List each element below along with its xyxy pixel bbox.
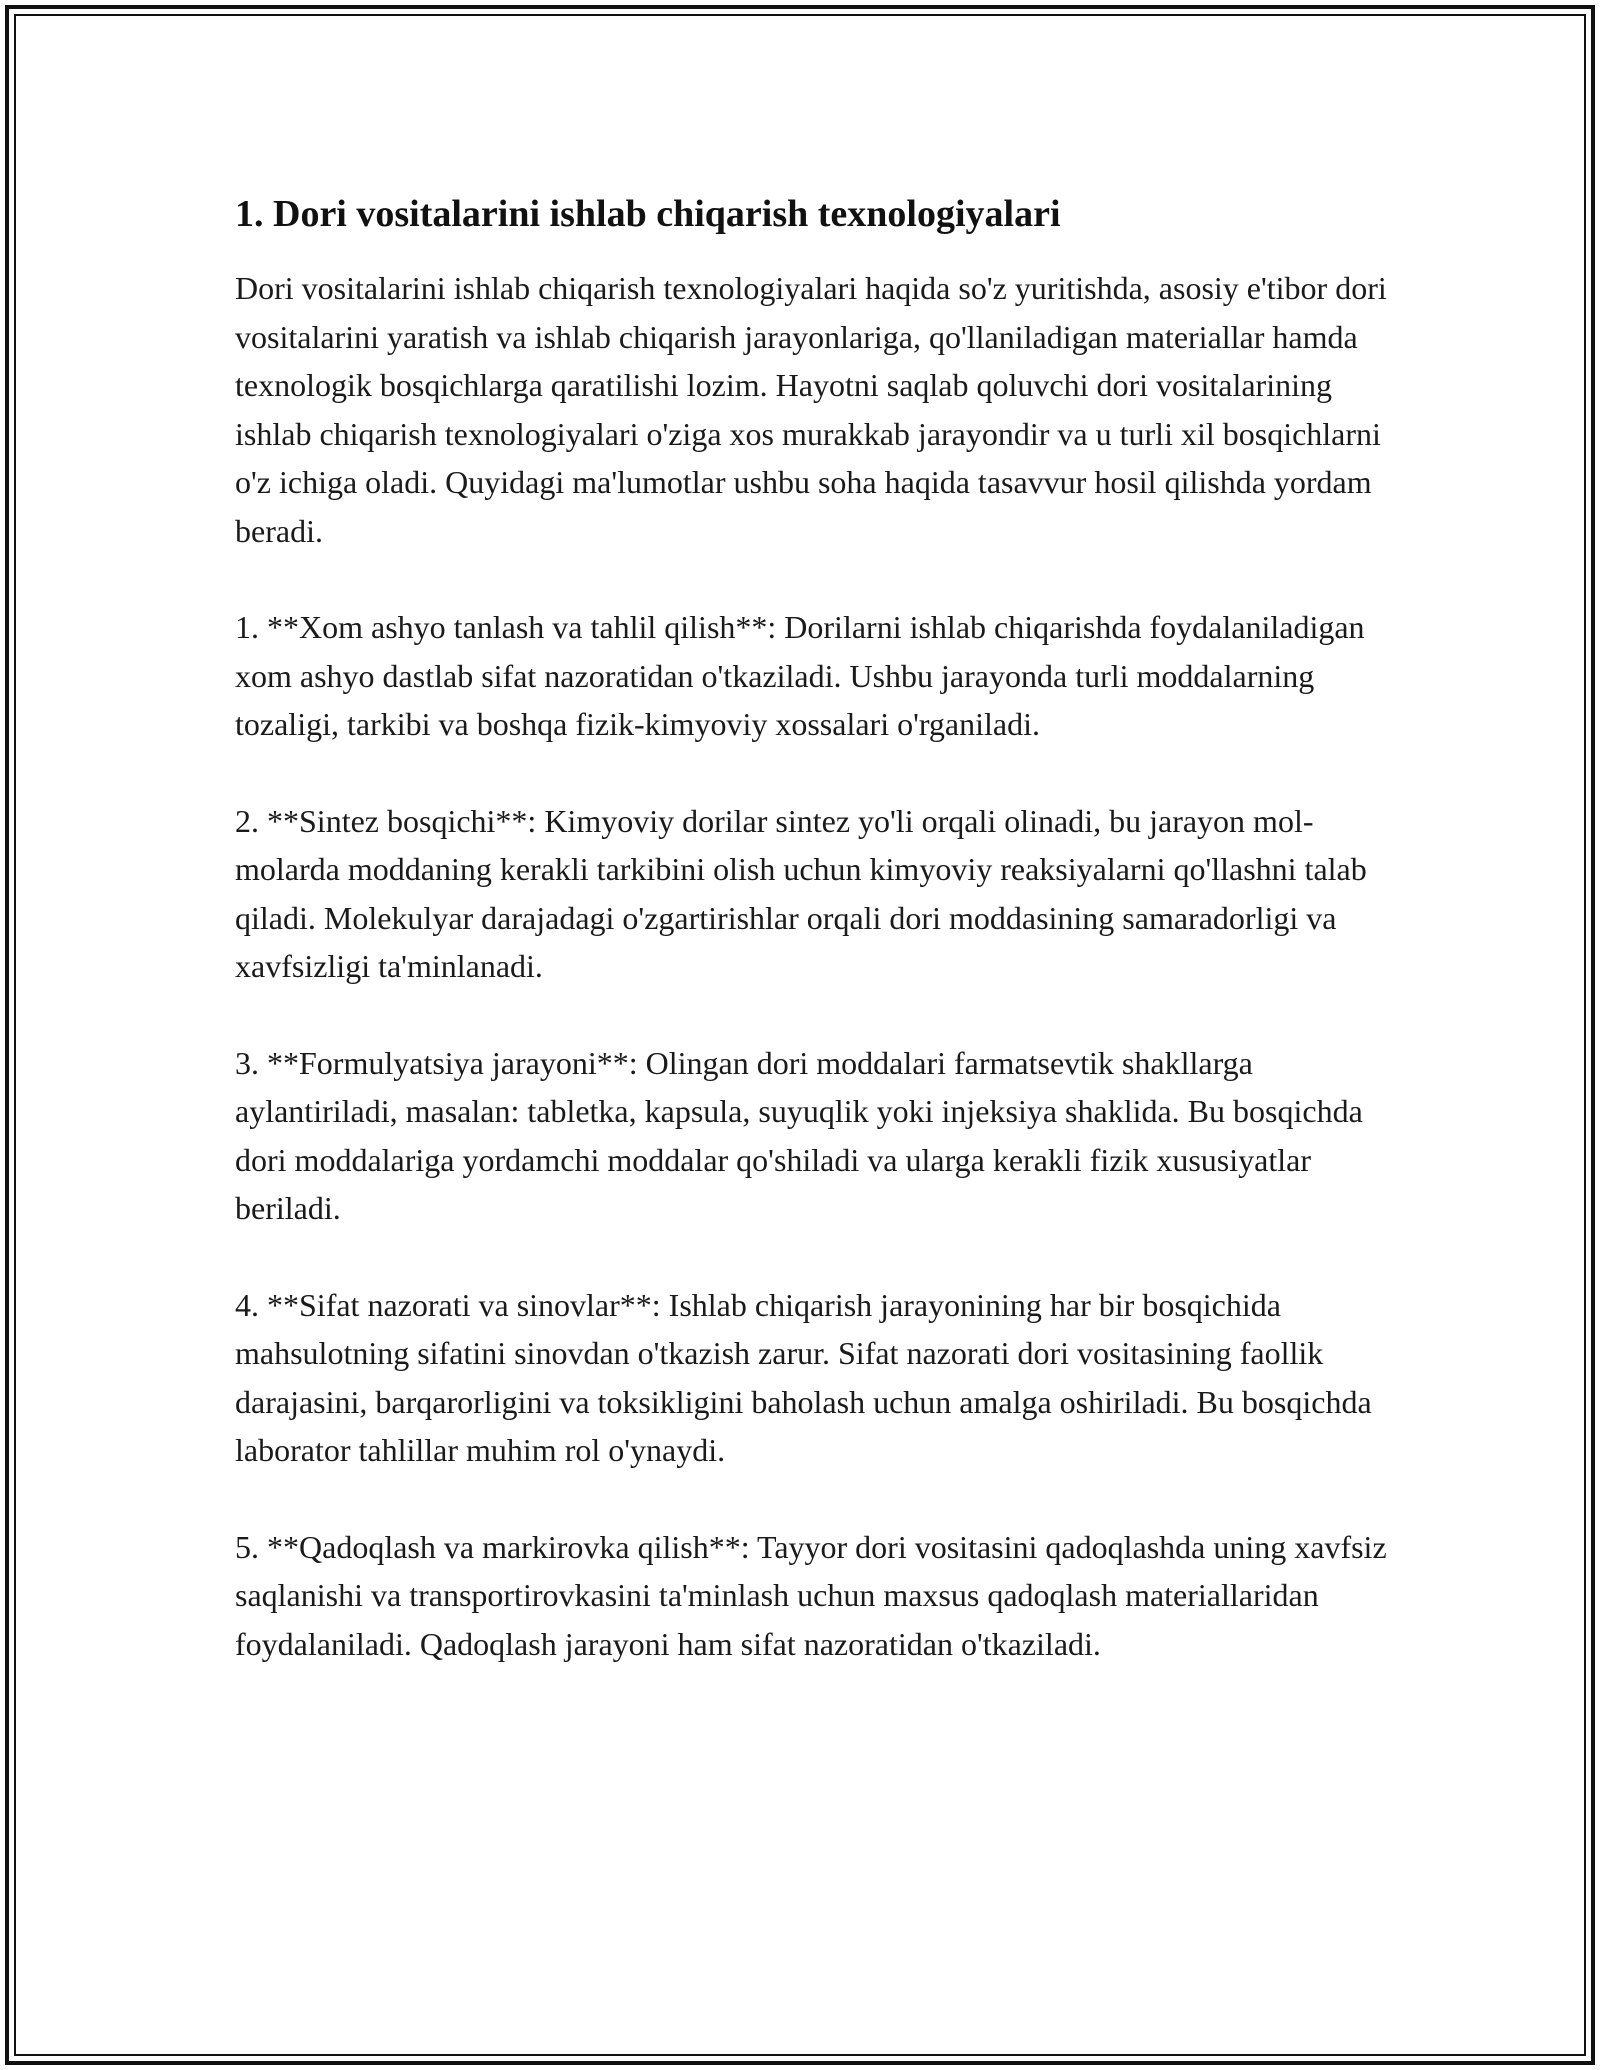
document-body	[235, 188, 1395, 1668]
intro-paragraph: Dori vositalarini ishlab chiqarish texnologiyalari haqida so'z yuritishda, asosiy e'tibor dori vositalarini yaratish va ishlab chiqarish jarayonlariga, qo'llaniladigan materiallar hamda texnologik bosqichlarga qaratilishi lozim. Hayotni saqlab qoluvchi dori vositalarining ishlab chiqarish texnologiyalari o'ziga xos murakkab jarayondir va u turli xil bosqichlarni o'z ichiga oladi. Quyidagi ma'lumotlar ushbu soha haqida tasavvur hosil qilishda yordam beradi.	[235, 270, 1387, 549]
list-item: 3. **Formulyatsiya jarayoni**: Olingan dori moddalari farmatsevtik shakllarga aylantiriladi, masalan: tabletka, kapsula, suyuqlik yoki injeksiya shaklida. Bu bosqichda dori moddalariga yordamchi moddalar qo'shiladi va ularga kerakli fizik xususiyatlar beriladi.	[235, 1044, 1363, 1226]
document-title: 1. Dori vositalarini ishlab chiqarish texnologiyalari	[235, 193, 1061, 235]
list-item: 1. **Xom ashyo tanlash va tahlil qilish**: Dorilarni ishlab chiqarishda foydalaniladigan xom ashyo dastlab sifat nazoratidan o'tkaziladi. Ushbu jarayonda turli moddalarning tozaligi, tarkibi va boshqa fizik-kimyoviy xossalari o'rganiladi.	[235, 609, 1365, 742]
list-item: 2. **Sintez bosqichi**: Kimyoviy dorilar sintez yo'li orqali olinadi, bu jarayon mol-molarda moddaning kerakli tarkibini olish uchun kimyoviy reaksiyalarni qo'llashni talab qiladi. Molekulyar darajadagi o'zgartirishlar orqali dori moddasining samaradorligi va xavfsizligi ta'minlanadi.	[235, 802, 1367, 984]
list-item: 4. **Sifat nazorati va sinovlar**: Ishlab chiqarish jarayonining har bir bosqichida mahsulotning sifatini sinovdan o'tkazish zarur. Sifat nazorati dori vositasining faollik darajasini, barqarorligini va toksikligini baholash uchun amalga oshiriladi. Bu bosqichda laborator tahlillar muhim rol o'ynaydi.	[235, 1286, 1372, 1468]
list-item: 5. **Qadoqlash va markirovka qilish**: Tayyor dori vositasini qadoqlashda uning xavfsiz saqlanishi va transportirovkasini ta'minlash uchun maxsus qadoqlash materiallaridan foydalaniladi. Qadoqlash jarayoni ham sifat nazoratidan o'tkaziladi.	[235, 1528, 1387, 1662]
